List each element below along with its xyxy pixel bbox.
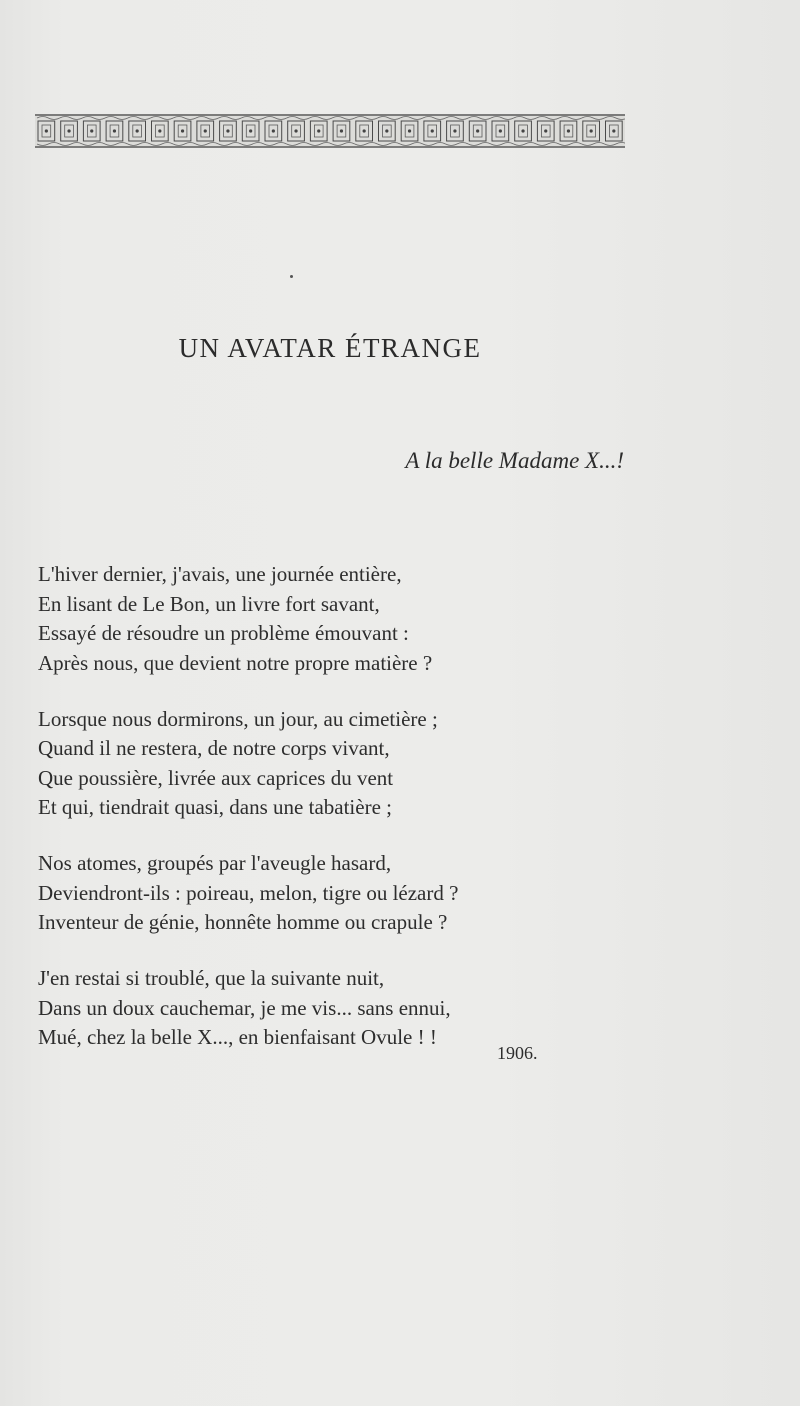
verse-line: Quand il ne restera, de notre corps vivant, (38, 736, 390, 760)
decorative-border-ornament (35, 112, 625, 150)
poem-dedication: A la belle Madame X...! (405, 448, 624, 473)
stanza (38, 964, 598, 1053)
verse-line: Dans un doux cauchemar, je me vis... sans ennui, (38, 995, 451, 1020)
poem-body (38, 560, 598, 1079)
verse-line: Mué, chez la belle X..., en bienfaisant Ovule ! ! (38, 1025, 437, 1049)
verse-line: Et qui, tiendrait quasi, dans une tabatière ; (38, 795, 392, 819)
stanza (38, 705, 598, 823)
verse-line: Que poussière, livrée aux caprices du vent (38, 765, 394, 790)
verse-line: Inventeur de génie, honnête homme ou crapule ? (38, 910, 448, 934)
verse-line: Nos atomes, groupés par l'aveugle hasard, (38, 851, 392, 875)
verse-line: Deviendront-ils : poireau, melon, tigre ou lézard ? (38, 880, 459, 905)
poem-title: UN AVATAR ÉTRANGE (178, 333, 482, 363)
verse-line: Lorsque nous dormirons, un jour, au cimetière ; (38, 706, 438, 731)
stanza (38, 849, 598, 938)
stanza (38, 560, 598, 678)
ink-speck (290, 275, 293, 278)
verse-line: L'hiver dernier, j'avais, une journée entière, (38, 562, 402, 586)
poem-date: 1906. (497, 1043, 538, 1063)
verse-line: Après nous, que devient notre propre matière ? (38, 650, 433, 675)
verse-line: J'en restai si troublé, que la suivante nuit, (38, 966, 385, 990)
verse-line: Essayé de résoudre un problème émouvant : (38, 621, 409, 645)
verse-line: En lisant de Le Bon, un livre fort savant, (38, 591, 380, 616)
